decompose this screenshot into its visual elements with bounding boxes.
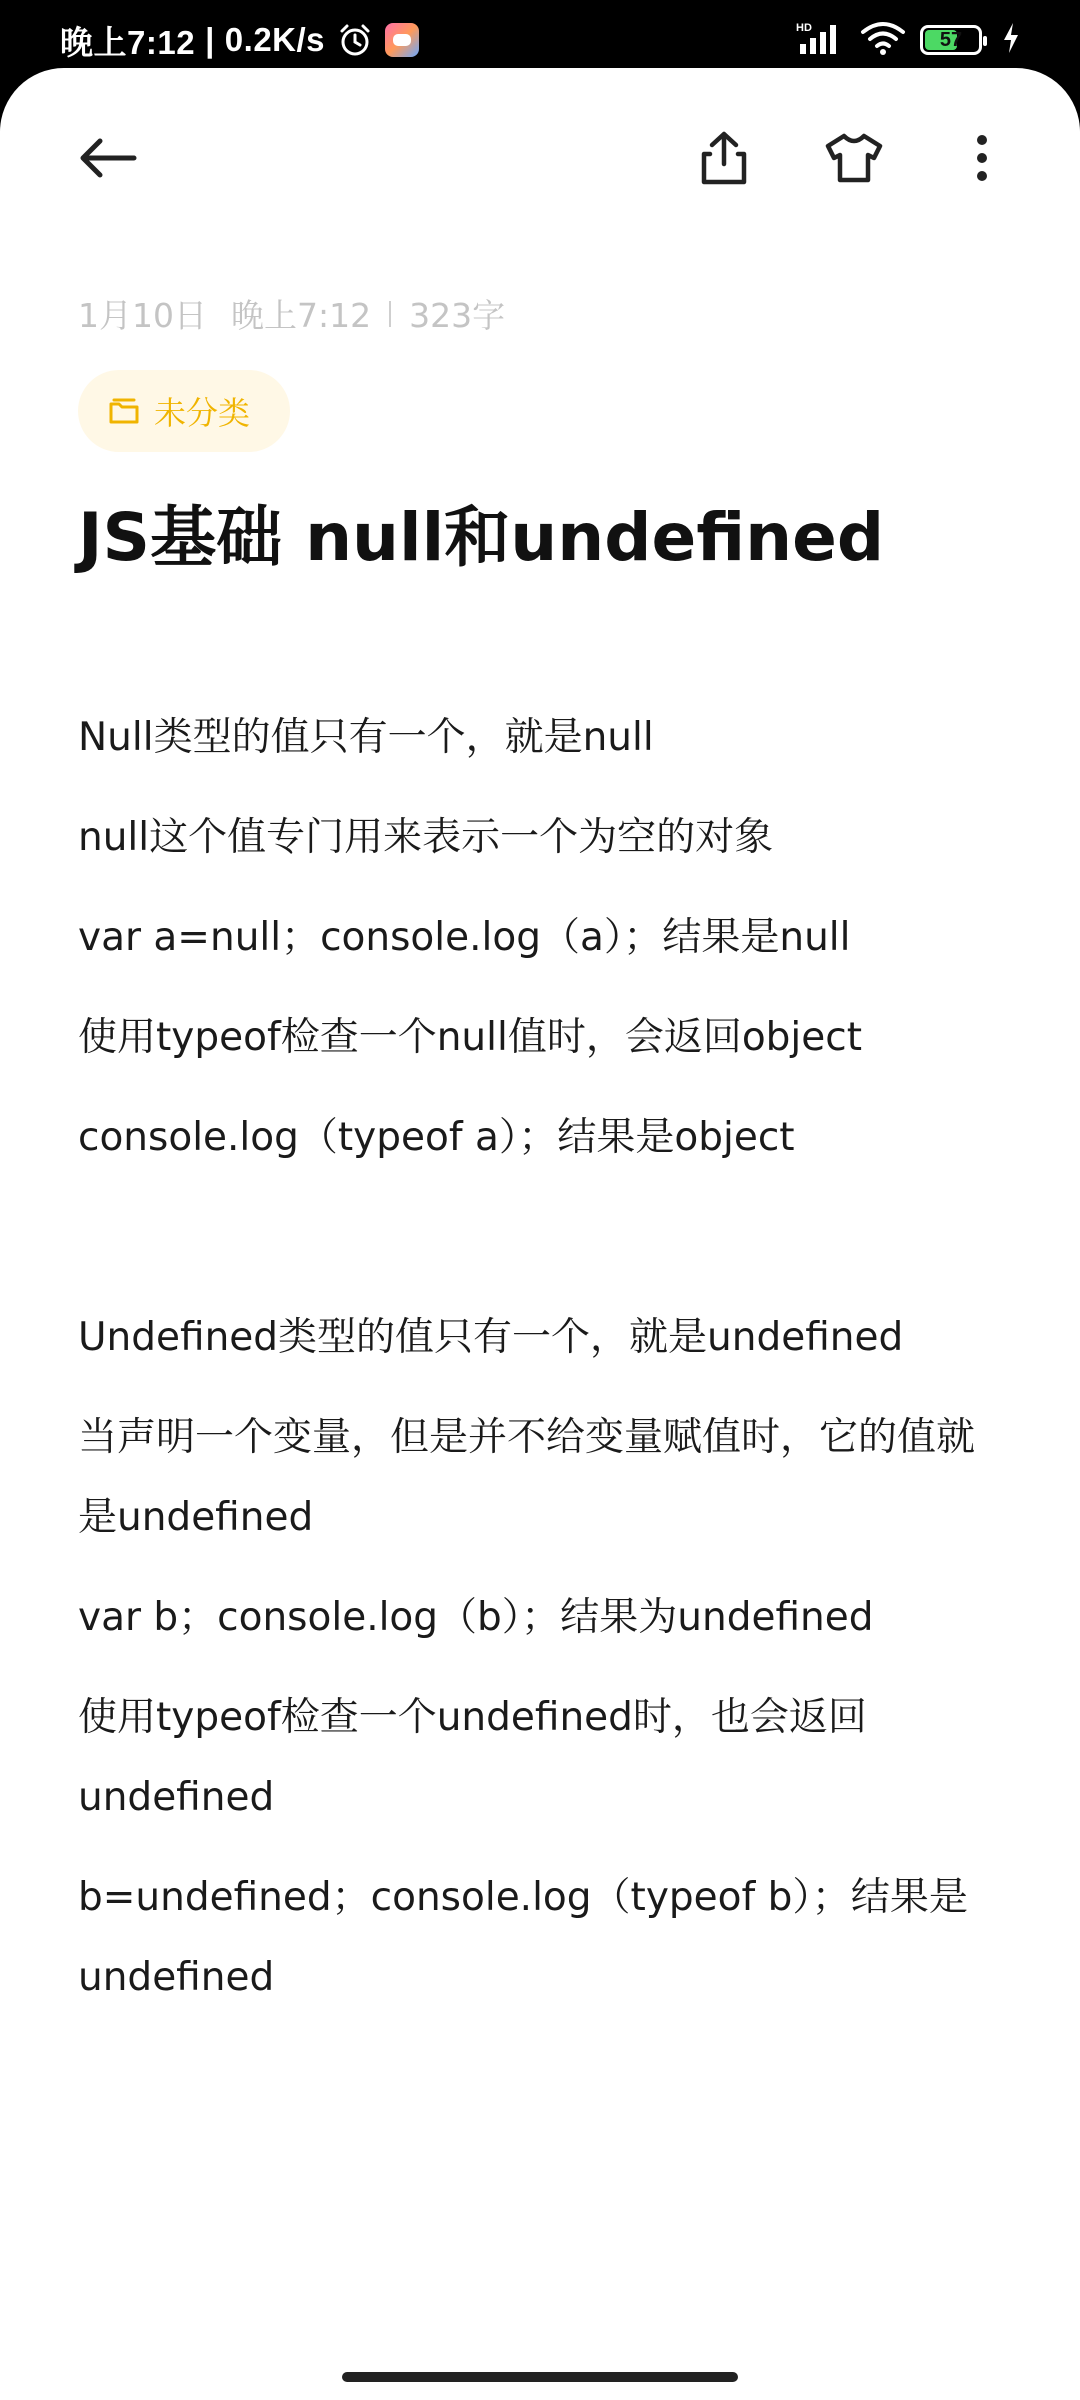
note-paragraph: var a=null；console.log（a）；结果是null: [78, 915, 851, 960]
note-meta: [78, 290, 505, 337]
note-paragraph: null这个值专门用来表示一个为空的对象: [78, 815, 774, 860]
theme-button[interactable]: [814, 120, 894, 200]
hd-signal-icon: [796, 20, 846, 60]
more-button[interactable]: [942, 120, 1022, 200]
word-count: 323字: [409, 296, 506, 335]
charging-icon: [1002, 22, 1020, 58]
note-date: 1月10日: [78, 296, 207, 335]
share-button[interactable]: [684, 120, 764, 200]
toolbar: [0, 68, 1080, 238]
folder-icon: [108, 397, 140, 425]
app-notification-icon: [385, 23, 419, 57]
alarm-icon: [337, 22, 373, 58]
status-time: 晚上7:12: [60, 23, 196, 61]
note-paragraph: var b；console.log（b）；结果为undefined: [78, 1595, 874, 1640]
note-editor: [0, 68, 1080, 2400]
status-separator: |: [205, 21, 215, 58]
status-right: [796, 18, 1020, 62]
note-title[interactable]: JS基础 null和undefined: [78, 499, 885, 576]
note-body[interactable]: [78, 698, 1008, 2038]
note-paragraph: b=undefined；console.log（typeof b）；结果是undefined: [78, 1875, 968, 2000]
net-speed: 0.2K/s: [224, 21, 326, 58]
category-label: 未分类: [154, 394, 251, 432]
note-time: 晚上7:12: [231, 296, 372, 335]
status-bar: [0, 0, 1080, 78]
note-paragraph: 使用typeof检查一个undefined时，也会返回undefined: [78, 1695, 867, 1820]
tshirt-icon: [824, 132, 884, 188]
wifi-icon: [860, 20, 906, 60]
home-indicator[interactable]: [342, 2372, 738, 2382]
category-chip[interactable]: [78, 370, 290, 452]
meta-divider: [389, 301, 391, 327]
battery-level: 57: [939, 28, 963, 51]
back-arrow-icon: [78, 136, 138, 184]
back-button[interactable]: [68, 120, 148, 200]
note-paragraph: Null类型的值只有一个，就是null: [78, 715, 654, 760]
svg-text:HD: HD: [796, 22, 812, 34]
note-paragraph: 使用typeof检查一个null值时，会返回object: [78, 1015, 862, 1060]
note-paragraph: console.log（typeof a）；结果是object: [78, 1115, 795, 1160]
share-icon: [698, 130, 750, 190]
note-paragraph: Undefined类型的值只有一个，就是undefined: [78, 1315, 904, 1360]
note-blank-line: [78, 1198, 1008, 1278]
status-left: [60, 18, 419, 62]
note-paragraph: 当声明一个变量，但是并不给变量赋值时，它的值就是undefined: [78, 1415, 976, 1540]
more-vertical-icon: [972, 132, 992, 188]
battery-icon: [920, 25, 982, 55]
